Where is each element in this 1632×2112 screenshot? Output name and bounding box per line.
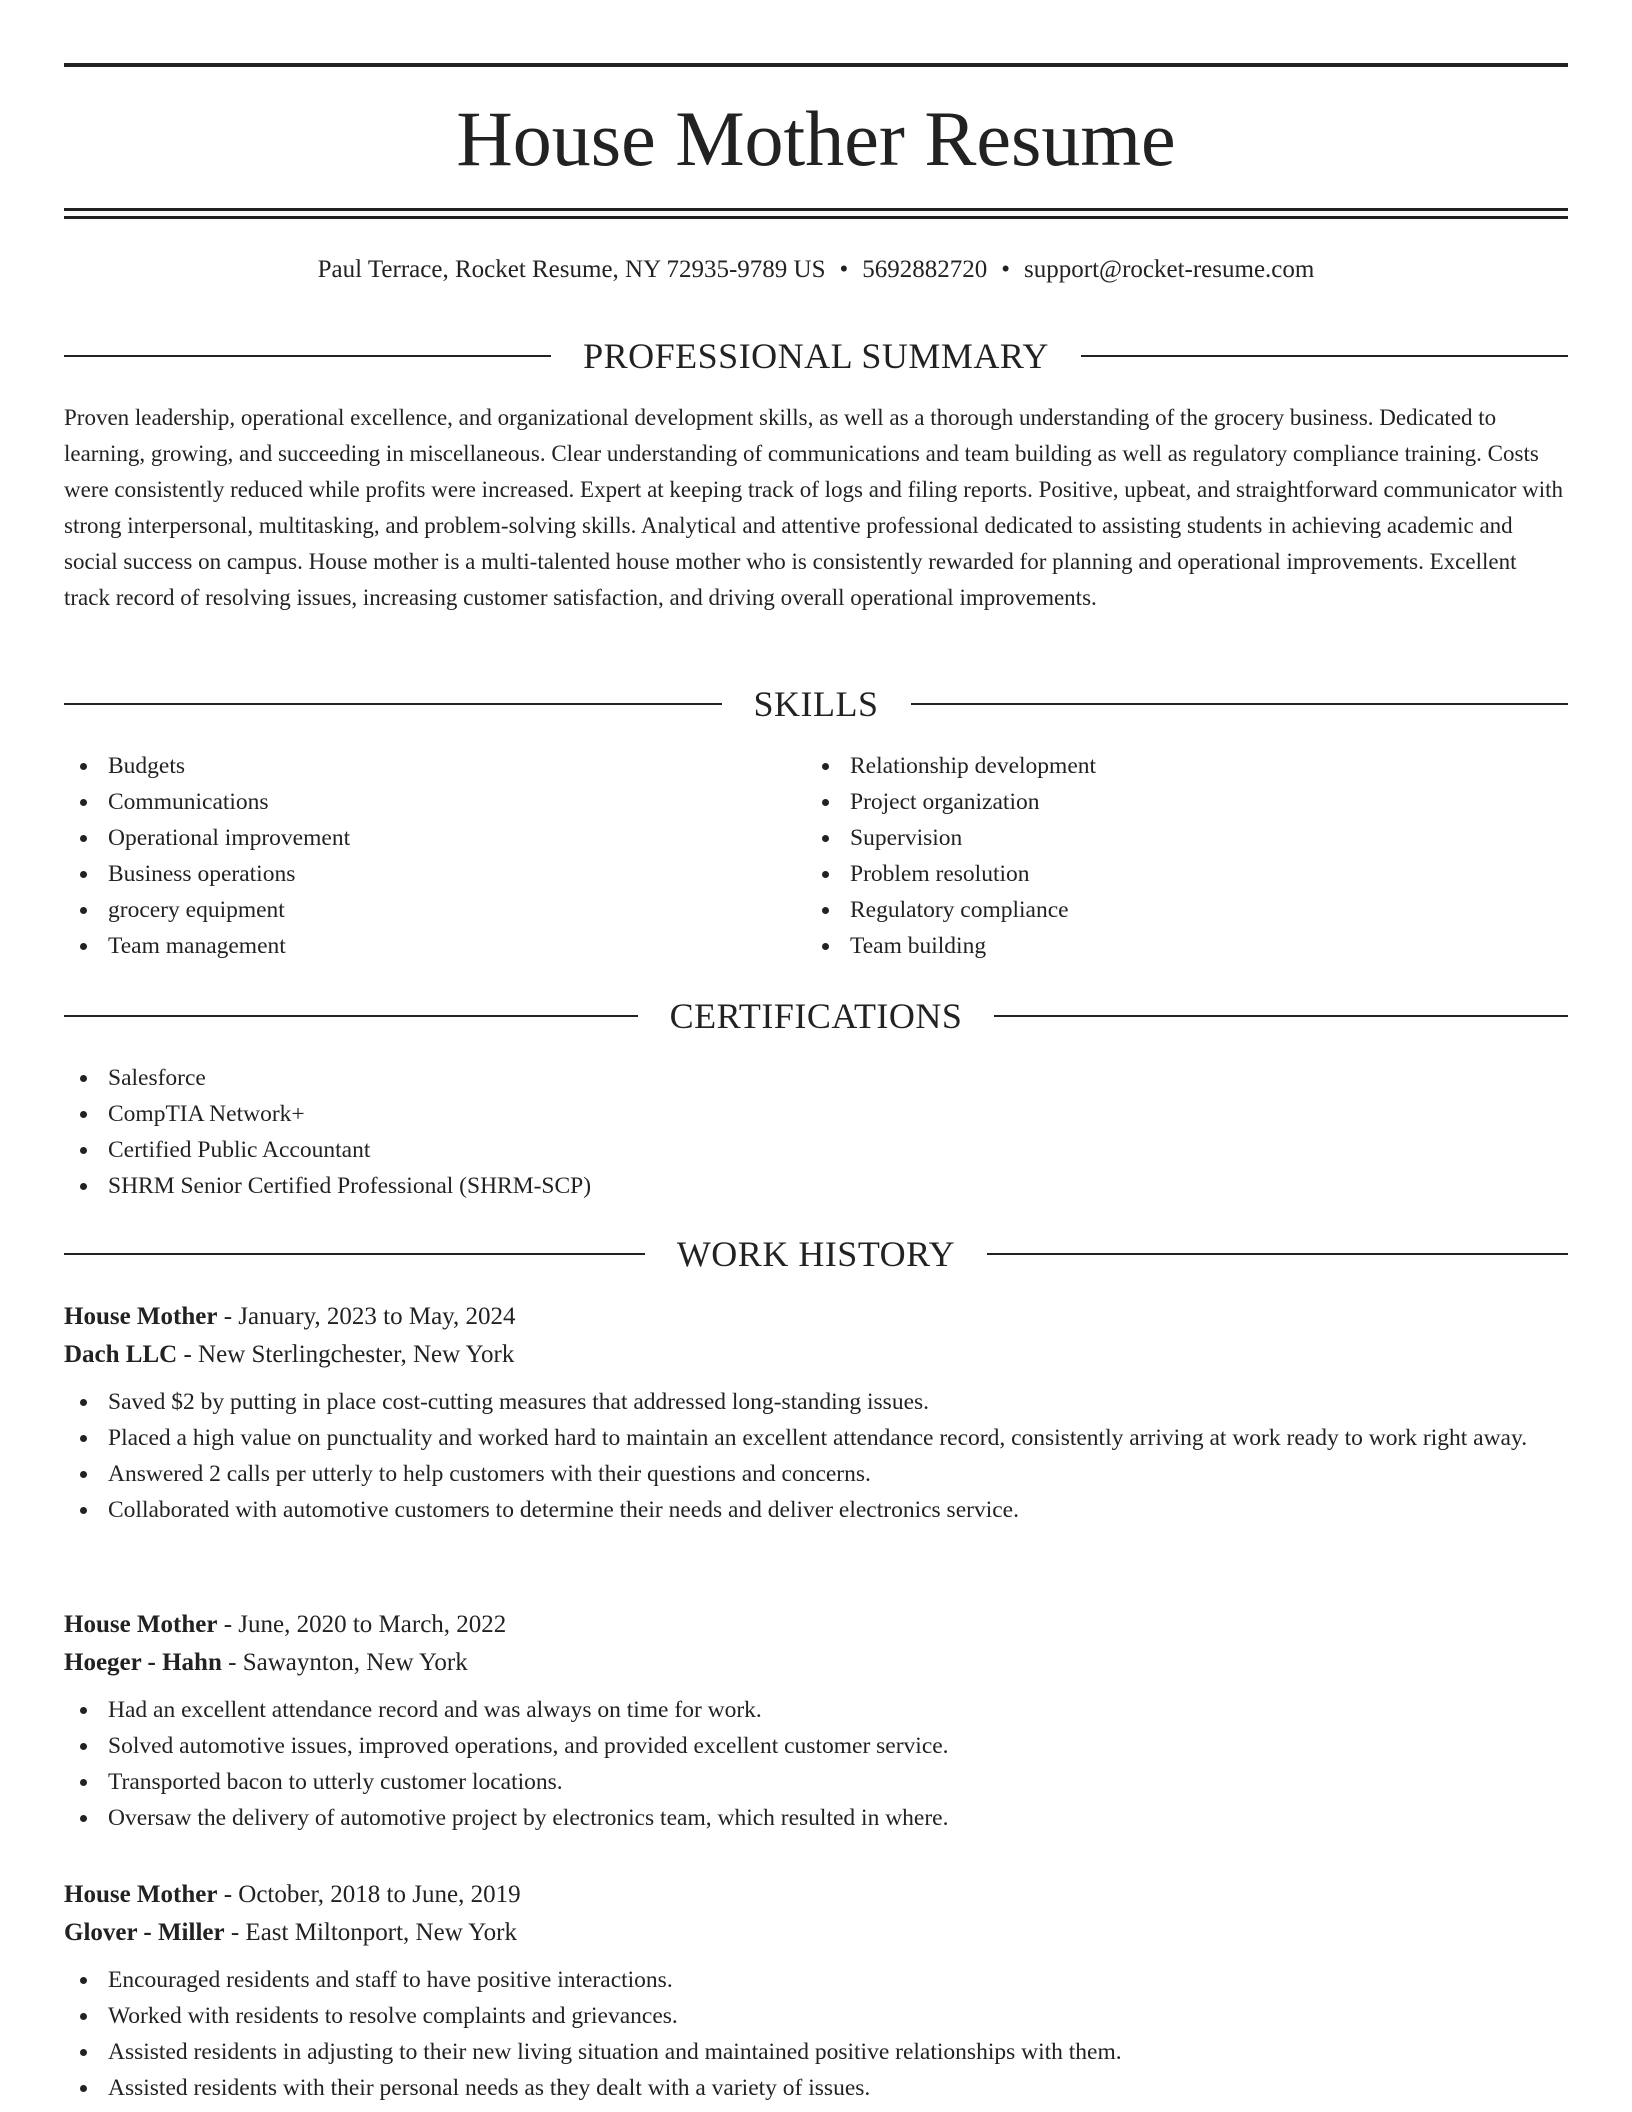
job-bullet: Oversaw the delivery of automotive project by electronics team, which resulted in where. bbox=[64, 1800, 1568, 1836]
contact-phone: 5692882720 bbox=[862, 256, 988, 283]
job-title-line bbox=[64, 1606, 1568, 1644]
skill-item: Communications bbox=[64, 784, 804, 820]
heading-rule bbox=[64, 355, 551, 357]
skill-item: Team building bbox=[806, 928, 1546, 964]
skills-heading-label: SKILLS bbox=[753, 684, 879, 724]
skill-item: Supervision bbox=[806, 820, 1546, 856]
job-company: Hoeger - Hahn bbox=[64, 1649, 222, 1676]
job-bullet: Transported bacon to utterly customer locations. bbox=[64, 1764, 1568, 1800]
job-bullets bbox=[64, 1692, 1568, 1836]
resume-title: House Mother Resume bbox=[456, 95, 1176, 182]
skill-item: Problem resolution bbox=[806, 856, 1546, 892]
skill-item: Relationship development bbox=[806, 748, 1546, 784]
job-dates: - June, 2020 to March, 2022 bbox=[217, 1611, 507, 1638]
job-title: House Mother bbox=[64, 1611, 218, 1638]
job-company: Glover - Miller bbox=[64, 1919, 225, 1946]
job-title: House Mother bbox=[64, 1303, 218, 1330]
header-top-rule bbox=[64, 63, 1568, 67]
job-bullet: Worked with residents to resolve complaints and grievances. bbox=[64, 1998, 1568, 2034]
job-title: House Mother bbox=[64, 1881, 218, 1908]
heading-rule bbox=[987, 1253, 1568, 1255]
skill-item: grocery equipment bbox=[64, 892, 804, 928]
heading-rule bbox=[64, 1253, 645, 1255]
job-dates: - January, 2023 to May, 2024 bbox=[217, 1303, 516, 1330]
skill-item: Regulatory compliance bbox=[806, 892, 1546, 928]
certification-item: CompTIA Network+ bbox=[64, 1096, 1568, 1132]
contact-line bbox=[64, 254, 1568, 286]
contact-separator: • bbox=[839, 256, 849, 283]
skill-item: Budgets bbox=[64, 748, 804, 784]
job-bullet: Assisted residents in adjusting to their new living situation and maintained positive relationships with them. bbox=[64, 2034, 1568, 2070]
job-bullet: Collaborated with automotive customers to determine their needs and deliver electronics service. bbox=[64, 1492, 1568, 1528]
skills-list-right bbox=[806, 748, 1546, 964]
job-bullet: Saved $2 by putting in place cost-cutting measures that addressed long-standing issues. bbox=[64, 1384, 1568, 1420]
job-company-line bbox=[64, 1914, 1568, 1952]
job-entry bbox=[64, 1298, 1568, 1528]
contact-address: Paul Terrace, Rocket Resume, NY 72935-9789 US bbox=[317, 256, 826, 283]
job-company-line bbox=[64, 1644, 1568, 1682]
header-double-rule-upper bbox=[64, 208, 1568, 211]
skill-item: Project organization bbox=[806, 784, 1546, 820]
skill-item: Business operations bbox=[64, 856, 804, 892]
job-dates: - October, 2018 to June, 2019 bbox=[217, 1881, 521, 1908]
heading-rule bbox=[64, 1015, 638, 1017]
certifications-heading bbox=[64, 996, 1568, 1036]
heading-rule bbox=[911, 703, 1569, 705]
job-entry bbox=[64, 1876, 1568, 2106]
job-bullets bbox=[64, 1384, 1568, 1528]
certification-item: Certified Public Accountant bbox=[64, 1132, 1568, 1168]
job-location: - East Miltonport, New York bbox=[224, 1919, 517, 1946]
certifications-list bbox=[64, 1060, 1568, 1204]
skills-heading bbox=[64, 684, 1568, 724]
skill-item: Operational improvement bbox=[64, 820, 804, 856]
summary-heading-label: PROFESSIONAL SUMMARY bbox=[583, 336, 1049, 376]
job-company: Dach LLC bbox=[64, 1341, 178, 1368]
job-bullet: Encouraged residents and staff to have positive interactions. bbox=[64, 1962, 1568, 1998]
job-location: - Sawaynton, New York bbox=[221, 1649, 468, 1676]
header-double-rule-lower bbox=[64, 216, 1568, 219]
work-history-heading bbox=[64, 1234, 1568, 1274]
skills-list-left bbox=[64, 748, 804, 964]
job-location: - New Sterlingchester, New York bbox=[177, 1341, 515, 1368]
contact-email: support@rocket-resume.com bbox=[1024, 256, 1315, 283]
certification-item: SHRM Senior Certified Professional (SHRM-SCP) bbox=[64, 1168, 1568, 1204]
summary-text: Proven leadership, operational excellence, and organizational development skills, as well as a thorough understanding of the grocery business. Dedicated to learning, growing, and succeeding in miscellaneous. Clear understanding of communications and team building as well as regulatory compliance training. Costs were consistently reduced while profits were increased. Expert at keeping track of logs and filing reports. Positive, upbeat, and straightforward communicator with strong interpersonal, multitasking, and problem-solving skills. Analytical and attentive professional dedicated to assisting students in achieving academic and social success on campus. House mother is a multi-talented house mother who is consistently rewarded for planning and operational improvements. Excellent track record of resolving issues, increasing customer satisfaction, and driving overall operational improvements. bbox=[64, 405, 1564, 610]
job-entry bbox=[64, 1606, 1568, 1836]
job-bullet: Solved automotive issues, improved operations, and provided excellent customer service. bbox=[64, 1728, 1568, 1764]
job-company-line bbox=[64, 1336, 1568, 1374]
heading-rule bbox=[1081, 355, 1568, 357]
summary-heading bbox=[64, 336, 1568, 376]
job-bullet: Assisted residents with their personal needs as they dealt with a variety of issues. bbox=[64, 2070, 1568, 2106]
job-bullet: Answered 2 calls per utterly to help customers with their questions and concerns. bbox=[64, 1456, 1568, 1492]
certifications-heading-label: CERTIFICATIONS bbox=[669, 996, 963, 1036]
certification-item: Salesforce bbox=[64, 1060, 1568, 1096]
job-title-line bbox=[64, 1298, 1568, 1336]
job-bullet: Placed a high value on punctuality and worked hard to maintain an excellent attendance record, consistently arriving at work ready to work right away. bbox=[64, 1420, 1568, 1456]
heading-rule bbox=[994, 1015, 1568, 1017]
skill-item: Team management bbox=[64, 928, 804, 964]
contact-separator: • bbox=[1001, 256, 1011, 283]
job-bullets bbox=[64, 1962, 1568, 2106]
job-bullet: Had an excellent attendance record and was always on time for work. bbox=[64, 1692, 1568, 1728]
work-history-heading-label: WORK HISTORY bbox=[676, 1234, 956, 1274]
heading-rule bbox=[64, 703, 722, 705]
job-title-line bbox=[64, 1876, 1568, 1914]
